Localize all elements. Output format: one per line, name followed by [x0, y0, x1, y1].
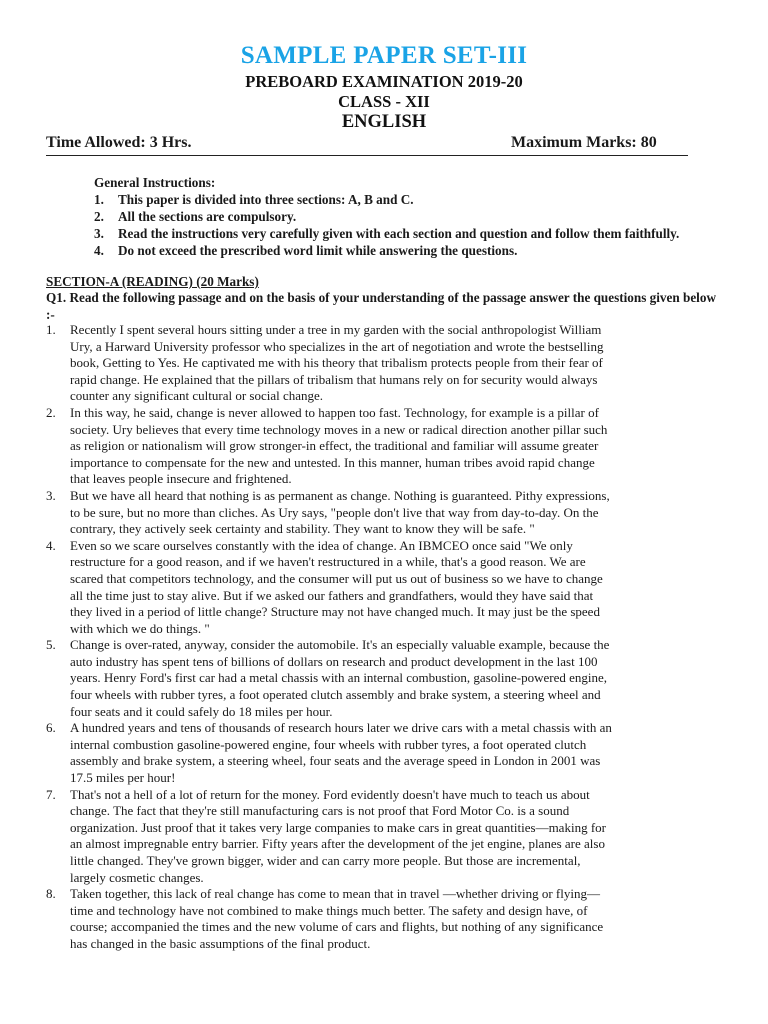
paragraph-line: little changed. They've grown bigger, wider and can carry more people. But those are incremental,: [70, 853, 581, 868]
paragraph-line: A hundred years and tens of thousands of research hours later we drive cars with a metal chassis with an: [70, 720, 612, 736]
paragraph-line: 17.5 miles per hour!: [70, 770, 176, 786]
paragraph-line: book, Getting to Yes. He captivated me with his theory that tribalism protects people from their fear of: [70, 355, 603, 371]
paragraph-line: assembly and brake system, a steering wheel, four seats and the average speed in London in 2001 was: [70, 753, 601, 769]
paragraph-line: auto industry has spent tens of billions of dollars on research and product development in the last 100: [70, 653, 598, 669]
instruction-text: Do not exceed the prescribed word limit while answering the questions.: [118, 243, 518, 258]
paragraph-line: time and technology have not combined to make things much better. The safety and design have, of: [70, 902, 588, 918]
passage-paragraph: [46, 720, 716, 786]
paper-title: SAMPLE PAPER SET-III: [240, 42, 528, 69]
paragraph-number: 1.: [46, 322, 56, 337]
passage-paragraph: [46, 637, 716, 720]
paragraph-line: as religion or nationalism will grow stronger-in effect, the traditional and familiar will assume greater: [70, 438, 599, 454]
passage-paragraph: [46, 488, 716, 538]
paragraph-line: four wheels with rubber tyres, a foot operated clutch assembly and brake system, a steering wheel and: [70, 687, 601, 703]
maximum-marks: Maximum Marks: 80: [511, 134, 657, 151]
paragraph-line: restructure for a good reason, and if we haven't restructured in a while, that's a good reason. We are: [70, 554, 586, 570]
paragraph-line: Ury, a Harward University professor who specializes in the art of negotiation and wrote the bestselling: [70, 338, 604, 354]
paragraph-line: rapid change. He explained that the pillars of tribalism that humans rely on for security would always: [70, 371, 598, 387]
paragraph-line: Change is over-rated, anyway, consider the automobile. It's an especially valuable example, because the: [70, 637, 610, 653]
paragraph-number: 7.: [46, 786, 56, 802]
paragraph-number: 6.: [46, 720, 56, 736]
instruction-text: Read the instructions very carefully given with each section and question and follow them faithfully.: [118, 226, 680, 241]
header-divider: [46, 155, 688, 156]
instruction-text: All the sections are compulsory.: [118, 209, 297, 224]
passage-paragraph: [46, 405, 716, 488]
paragraph-number: 3.: [46, 487, 56, 503]
subject-label: ENGLISH: [341, 112, 427, 132]
question-1-prompt: Q1. Read the following passage and on the basis of your understanding of the passage answer the questions given below :-: [46, 290, 716, 322]
paragraph-number: 5.: [46, 637, 56, 653]
instruction-text: This paper is divided into three sections: A, B and C.: [118, 192, 414, 207]
passage-paragraph: [46, 787, 716, 887]
general-instructions: [94, 174, 724, 259]
instruction-number: 2.: [94, 209, 104, 224]
paragraph-number: 4.: [46, 537, 56, 553]
paragraph-line: scared that competitors technology, and the consumer will put us out of business so we have to change: [70, 570, 603, 586]
paragraph-line: internal combustion gasoline-powered engine, four wheels with rubber tyres, a foot operated clutch: [70, 736, 587, 752]
passage-paragraph: [46, 538, 716, 638]
paragraph-line: to be sure, but no more than cliches. As Ury says, "people don't live that way from day-to-day. On the: [70, 504, 599, 520]
passage-paragraph: [46, 886, 716, 952]
paragraph-line: importance to compensate for the new and untested. In this manner, human tribes avoid rapid change: [70, 454, 595, 470]
instruction-item: [94, 191, 724, 208]
paragraph-line: has changed in the basic assumptions of the final product.: [70, 935, 371, 951]
paragraph-line: contrary, they actively seek certainty and stability. They want to know they will be safe. ": [70, 521, 535, 537]
instruction-number: 4.: [94, 243, 104, 258]
paragraph-line: course; accompanied the times and the new volume of cars and flights, but nothing of any significance: [70, 919, 604, 935]
paragraph-line: that leaves people insecure and frightened.: [70, 471, 292, 487]
paragraph-line: That's not a hell of a lot of return for the money. Ford evidently doesn't have much to teach us about: [70, 786, 590, 802]
exam-name: PREBOARD EXAMINATION 2019-20: [245, 72, 523, 91]
paragraph-line: Even so we scare ourselves constantly with the idea of change. An IBMCEO once said "We only: [70, 537, 573, 553]
class-label: CLASS - XII: [338, 92, 430, 111]
paragraph-line: all the time just to stay alive. But if we asked our fathers and grandfathers, would they have said that: [70, 587, 594, 603]
paragraph-number: 2.: [46, 404, 56, 420]
paragraph-line: largely cosmetic changes.: [70, 869, 204, 885]
reading-passage: [46, 322, 716, 953]
instruction-number: 3.: [94, 226, 104, 241]
paragraph-line: four seats and it could safely do 18 miles per hour.: [70, 703, 333, 719]
paragraph-line: an almost impregnable entry barrier. Fifty years after the development of the jet engine, planes are also: [70, 836, 605, 852]
paragraph-line: Taken together, this lack of real change has come to mean that in travel —whether driving or flying—: [70, 886, 600, 902]
instruction-item: [94, 242, 724, 259]
passage-paragraph: [46, 322, 716, 405]
paragraph-line: In this way, he said, change is never allowed to happen too fast. Technology, for example is a pillar of: [70, 404, 599, 420]
section-a-heading: SECTION-A (READING) (20 Marks): [46, 274, 259, 289]
paragraph-line: society. Ury believes that every time technology moves in a new or radical direction another pillar such: [70, 421, 608, 437]
instruction-number: 1.: [94, 192, 104, 207]
paragraph-line: years. Henry Ford's first car had a metal chassis with an internal combustion, gasoline-powered engine,: [70, 670, 607, 686]
paragraph-number: 8.: [46, 886, 56, 902]
paragraph-line: counter any significant cultural or social change.: [70, 388, 324, 404]
time-allowed: Time Allowed: 3 Hrs.: [46, 134, 192, 151]
paragraph-line: they lived in a period of little change? Structure may not have changed much. It may just be the speed: [70, 604, 600, 620]
paragraph-line: Recently I spent several hours sitting under a tree in my garden with the social anthropologist William: [70, 322, 602, 337]
general-instructions-title: General Instructions:: [94, 175, 216, 190]
paragraph-line: with which we do things. ": [70, 620, 210, 636]
paragraph-line: change. The fact that they're still manufacturing cars is not proof that Ford Motor Co. is a sound: [70, 803, 570, 819]
exam-meta-row: [46, 134, 686, 154]
paragraph-line: organization. Just proof that it takes very large companies to make cars in great quantities—making for: [70, 819, 606, 835]
paragraph-line: But we have all heard that nothing is as permanent as change. Nothing is guaranteed. Pithy expressions,: [70, 487, 610, 503]
instruction-item: [94, 225, 724, 242]
instruction-item: [94, 208, 724, 225]
